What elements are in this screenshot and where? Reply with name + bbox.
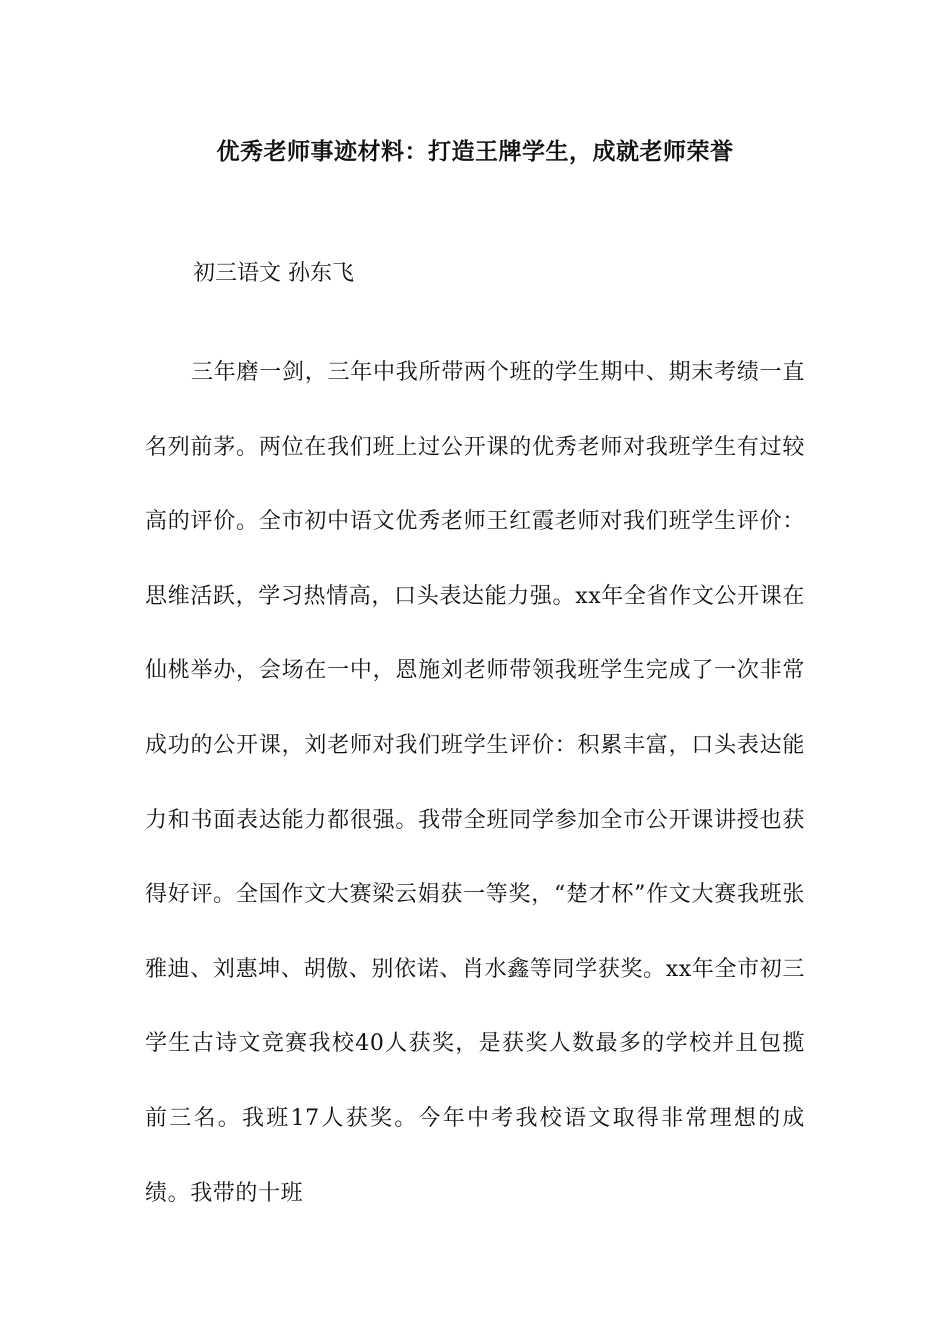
author-byline: 初三语文 孙东飞 bbox=[193, 261, 354, 286]
document-title: 优秀老师事迹材料：打造王牌学生，成就老师荣誉 bbox=[216, 139, 734, 165]
body-paragraph: 三年磨一剑，三年中我所带两个班的学生期中、期末考绩一直名列前茅。两位在我们班上过公开课的优秀老师对我班学生有过较高的评价。全市初中语文优秀老师王红霞老师对我们班学生评价：思维活跃，学习热情高，口头表达能力强。xx年全省作文公开课在仙桃举办，会场在一中，恩施刘老师带领我班学生完成了一次非常成功的公开课，刘老师对我们班学生评价：积累丰富，口头表达能力和书面表达能力都很强。我带全班同学参加全市公开课讲授也获得好评。全国作文大赛梁云娟获一等奖，“楚才杯”作文大赛我班张雅迪、刘惠坤、胡傲、别依诺、肖水鑫等同学获奖。xx年全市初三学生古诗文竞赛我校40人获奖，是获奖人数最多的学校并且包揽前三名。我班17人获奖。今年中考我校语文取得非常理想的成绩。我带的十班 bbox=[145, 360, 805, 1206]
